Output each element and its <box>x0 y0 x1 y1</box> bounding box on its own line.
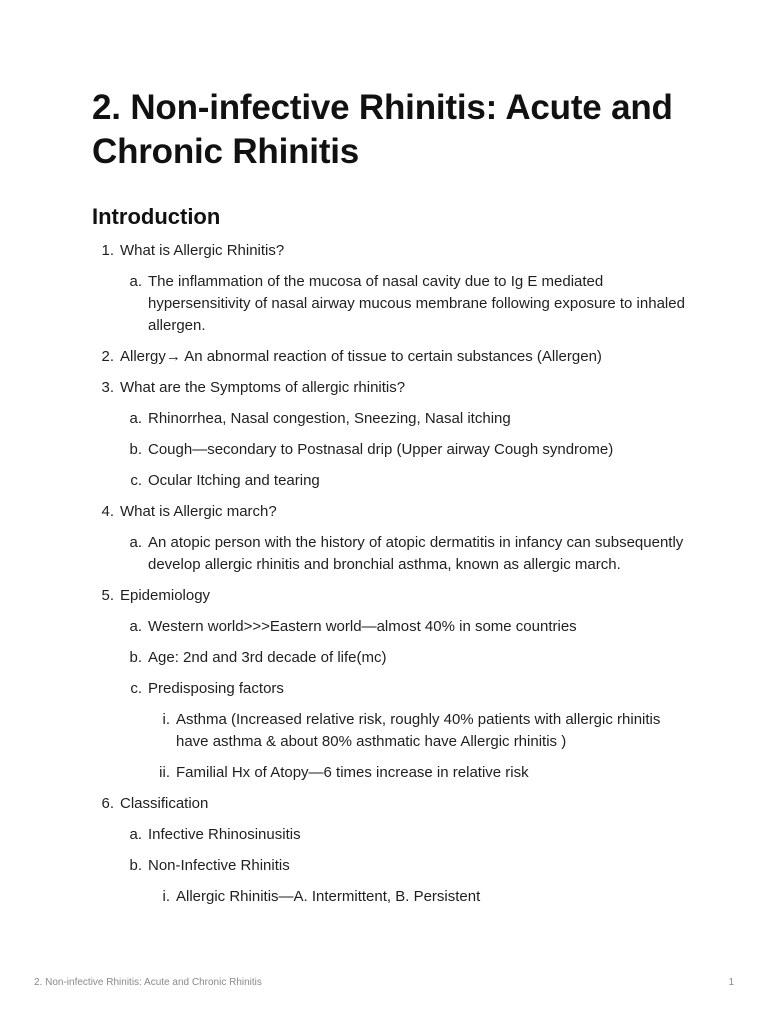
sublist <box>120 271 692 337</box>
list-item-text: Predisposing factors <box>148 680 284 697</box>
document-title: 2. Non-infective Rhinitis: Acute and Chronic Rhinitis <box>92 88 673 171</box>
list-item-text: Familial Hx of Atopy—6 times increase in relative risk <box>176 764 529 781</box>
list-item <box>92 377 692 492</box>
list-marker: i. <box>162 888 170 905</box>
list-item <box>92 240 692 337</box>
list-item <box>120 439 692 461</box>
list-marker: 4. <box>101 503 114 520</box>
list-item-text: Rhinorrhea, Nasal congestion, Sneezing, Nasal itching <box>148 410 511 427</box>
list-item <box>120 616 692 638</box>
list-item <box>120 824 692 846</box>
list-item-text: Western world>>>Eastern world—almost 40% in some countries <box>148 618 577 635</box>
list-item <box>120 271 692 337</box>
list-item-text: Age: 2nd and 3rd decade of life(mc) <box>148 649 387 666</box>
list-item <box>120 408 692 430</box>
list-marker: a. <box>129 534 142 551</box>
list-marker: a. <box>129 618 142 635</box>
list-item-text: The inflammation of the mucosa of nasal cavity due to Ig E mediated hypersensitivity of nasal airway mucous membrane following exposure to inhaled allergen. <box>148 273 685 334</box>
footer-page-number: 1 <box>728 977 734 988</box>
list-marker: b. <box>129 649 142 666</box>
outline-list <box>92 240 692 908</box>
list-item <box>120 470 692 492</box>
list-marker: a. <box>129 826 142 843</box>
list-marker: ii. <box>159 764 170 781</box>
footer-title: 2. Non-infective Rhinitis: Acute and Chronic Rhinitis <box>34 977 262 988</box>
list-marker: 5. <box>101 587 114 604</box>
sublist <box>148 709 692 784</box>
list-item-text: An atopic person with the history of atopic dermatitis in infancy can subsequently develop allergic rhinitis and bronchial asthma, known as allergic march. <box>148 534 684 573</box>
list-item <box>148 762 692 784</box>
list-item-text: What is Allergic march? <box>120 503 277 520</box>
list-item <box>92 501 692 576</box>
list-item <box>120 855 692 908</box>
list-item-text: Classification <box>120 795 209 812</box>
list-item-text: Asthma (Increased relative risk, roughly 40% patients with allergic rhinitis have asthma & about 80% asthmatic have Allergic rhinitis ) <box>176 711 661 750</box>
list-item <box>148 709 692 753</box>
sublist <box>120 532 692 576</box>
list-item <box>92 346 692 368</box>
sublist <box>148 886 692 908</box>
list-marker: 1. <box>101 242 114 259</box>
list-marker: c. <box>130 680 142 697</box>
list-marker: b. <box>129 857 142 874</box>
list-marker: b. <box>129 441 142 458</box>
list-marker: c. <box>130 472 142 489</box>
list-item <box>148 886 692 908</box>
list-item-text: What are the Symptoms of allergic rhinitis? <box>120 379 406 396</box>
list-item-text: Epidemiology <box>120 587 211 604</box>
list-item-text: What is Allergic Rhinitis? <box>120 242 285 259</box>
list-item <box>92 585 692 784</box>
list-item-text: Infective Rhinosinusitis <box>148 826 301 843</box>
list-marker: a. <box>129 273 142 290</box>
list-marker: 6. <box>101 795 114 812</box>
list-marker: 2. <box>101 348 114 365</box>
list-item-text: Ocular Itching and tearing <box>148 472 320 489</box>
list-item <box>92 793 692 908</box>
sublist <box>120 616 692 784</box>
list-item <box>120 532 692 576</box>
list-item-text: Allergy→ An abnormal reaction of tissue to certain substances (Allergen) <box>120 348 602 365</box>
list-item <box>120 647 692 669</box>
list-item-text: Non-Infective Rhinitis <box>148 857 290 874</box>
sublist <box>120 824 692 908</box>
list-marker: 3. <box>101 379 114 396</box>
document-page <box>92 86 692 917</box>
list-marker: a. <box>129 410 142 427</box>
list-marker: i. <box>162 711 170 728</box>
section-heading: Introduction <box>92 204 221 229</box>
list-item-text: Cough—secondary to Postnasal drip (Upper airway Cough syndrome) <box>148 441 614 458</box>
sublist <box>120 408 692 492</box>
list-item <box>120 678 692 784</box>
list-item-text: Allergic Rhinitis—A. Intermittent, B. Persistent <box>176 888 481 905</box>
